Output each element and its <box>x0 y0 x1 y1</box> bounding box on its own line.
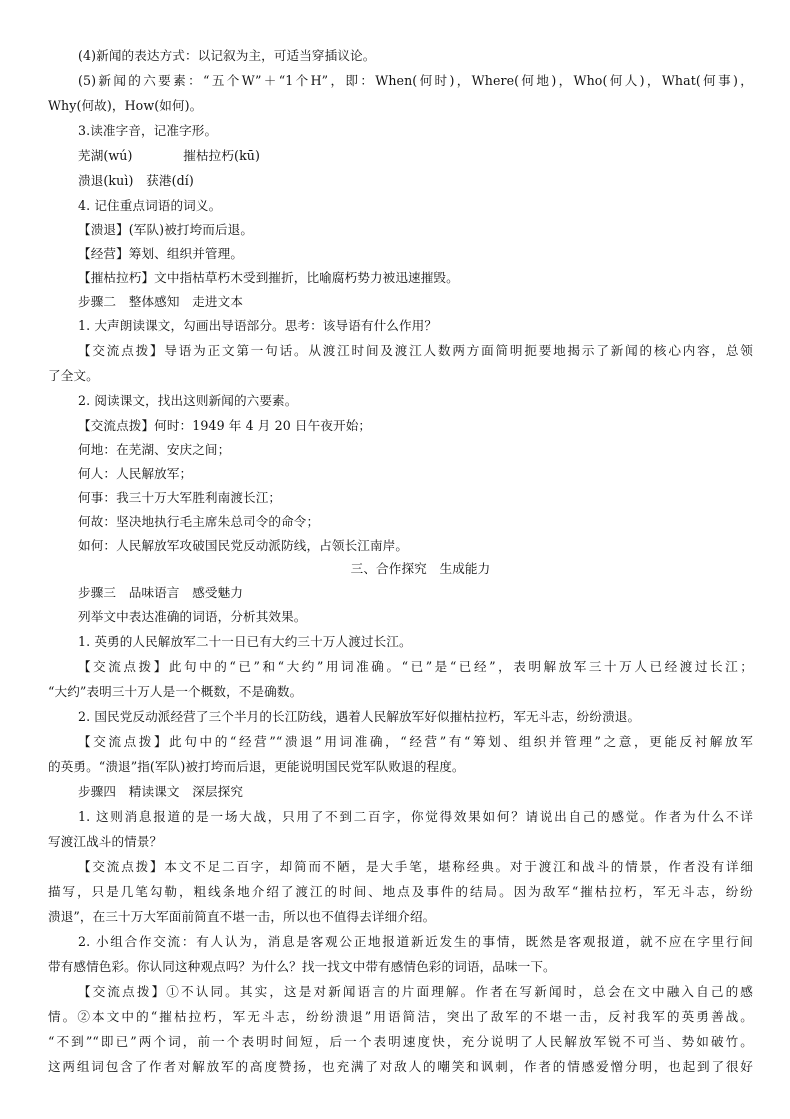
text-line: 1. 这则消息报道的是一场大战，只用了不到二百字，你觉得效果如何？请说出自己的感觉。作者为什么不详 <box>78 809 753 824</box>
text-line: 【交流点拨】此句中的“经营”“溃退”用词准确，“经营”有“筹划、组织并管理”之意，更能反衬解放军 <box>78 734 753 749</box>
section-title-text: 三、合作探究 生成能力 <box>350 561 491 576</box>
section-heading: 步骤二 整体感知 走进文本 <box>78 294 244 309</box>
text-line: 描写，只是几笔勾勒，粗线条地介绍了渡江的时间、地点及事件的结局。因为敌军“摧枯拉朽，军无斗志，纷纷 <box>48 884 753 899</box>
text-line: 【交流点拨】何时：1949 年 4 月 20 日午夜开始； <box>78 418 372 433</box>
text-line: 何事：我三十万大军胜利南渡长江； <box>78 490 282 505</box>
text-line: 列举文中表达准确的词语，分析其效果。 <box>78 609 307 624</box>
text-line: 3.读准字音，记准字形。 <box>78 123 218 138</box>
text-line: 的英勇。“溃退”指(军队)被打垮而后退，更能说明国民党军队败退的程度。 <box>48 759 465 774</box>
text-line: 【经营】筹划、组织并管理。 <box>78 246 244 261</box>
text-line: (5)新闻的六要素：“五个W”＋“1个H”，即：When(何时)，Where(何地)，Who(何人)，What(何事)， <box>78 73 753 88</box>
text-line: 何地：在芜湖、安庆之间； <box>78 442 231 457</box>
text-line: 如何：人民解放军攻破国民党反动派防线，占领长江南岸。 <box>78 538 409 553</box>
text-line: 芜湖(wú) 摧枯拉朽(kū) <box>78 148 261 163</box>
text-line: 1. 大声朗读课文，勾画出导语部分。思考：该导语有什么作用？ <box>78 318 438 333</box>
text-line: 【交流点拨】本文不足二百字，却简而不陋，是大手笔，堪称经典。对于渡江和战斗的情景，作者没有详细 <box>78 859 753 874</box>
text-line: 【溃退】(军队)被打垮而后退。 <box>78 222 254 237</box>
text-line: (4)新闻的表达方式：以记叙为主，可适当穿插议论。 <box>78 48 376 63</box>
text-line: 了全文。 <box>48 368 99 383</box>
section-heading: 步骤三 品味语言 感受魅力 <box>78 585 244 600</box>
text-line: 【交流点拨】此句中的“已”和“大约”用词准确。“已”是“已经”，表明解放军三十万人已经渡过长江； <box>78 659 753 674</box>
text-line: 2. 小组合作交流：有人认为，消息是客观公正地报道新近发生的事情，既然是客观报道，就不应在字里行间 <box>78 934 753 949</box>
text-line: 溃退”，在三十万大军面前简直不堪一击，所以也不值得去详细介绍。 <box>48 909 436 924</box>
text-line: 2. 国民党反动派经营了三个半月的长江防线，遇着人民解放军好似摧枯拉朽，军无斗志，纷纷溃退。 <box>78 709 641 724</box>
text-line: 【摧枯拉朽】文中指枯草朽木受到摧折，比喻腐朽势力被迅速摧毁。 <box>78 270 459 285</box>
text-line: 1. 英勇的人民解放军二十一日已有大约三十万人渡过长江。 <box>78 634 412 649</box>
text-line: 何故：坚决地执行毛主席朱总司令的命令； <box>78 514 320 529</box>
text-line: 情。②本文中的“摧枯拉朽，军无斗志，纷纷溃退”用语简洁，突出了敌军的不堪一击，反衬我军的英勇善战。 <box>48 1009 753 1024</box>
text-line: 【交流点拨】导语为正文第一句话。从渡江时间及渡江人数两方面简明扼要地揭示了新闻的核心内容，总领 <box>78 343 753 358</box>
text-line: 写渡江战斗的情景？ <box>48 834 163 849</box>
text-line: 4. 记住重点词语的词义。 <box>78 198 222 213</box>
text-line: 【交流点拨】①不认同。其实，这是对新闻语言的片面理解。作者在写新闻时，总会在文中融入自己的感 <box>78 984 753 999</box>
text-line: 何人：人民解放军； <box>78 466 193 481</box>
section-title <box>48 561 753 577</box>
text-line: 溃退(kuì) 获港(dí) <box>78 173 194 188</box>
text-line: 带有感情色彩。你认同这种观点吗？为什么？找一找文中带有感情色彩的词语，品味一下。 <box>48 959 556 974</box>
text-line: “不到”“即已”两个词，前一个表明时间短，后一个表明速度快，充分说明了人民解放军锐不可当、势如破竹。 <box>48 1034 753 1049</box>
text-line: 2. 阅读课文，找出这则新闻的六要素。 <box>78 393 298 408</box>
text-line: “大约”表明三十万人是一个概数，不是确数。 <box>48 684 303 699</box>
text-line: 这两组词包含了作者对解放军的高度赞扬，也充满了对敌人的嘲笑和讽刺，作者的情感爱憎分明，也起到了很好 <box>48 1059 753 1074</box>
section-heading: 步骤四 精读课文 深层探究 <box>78 784 244 799</box>
text-line: Why(何故)，How(如何)。 <box>48 98 203 113</box>
